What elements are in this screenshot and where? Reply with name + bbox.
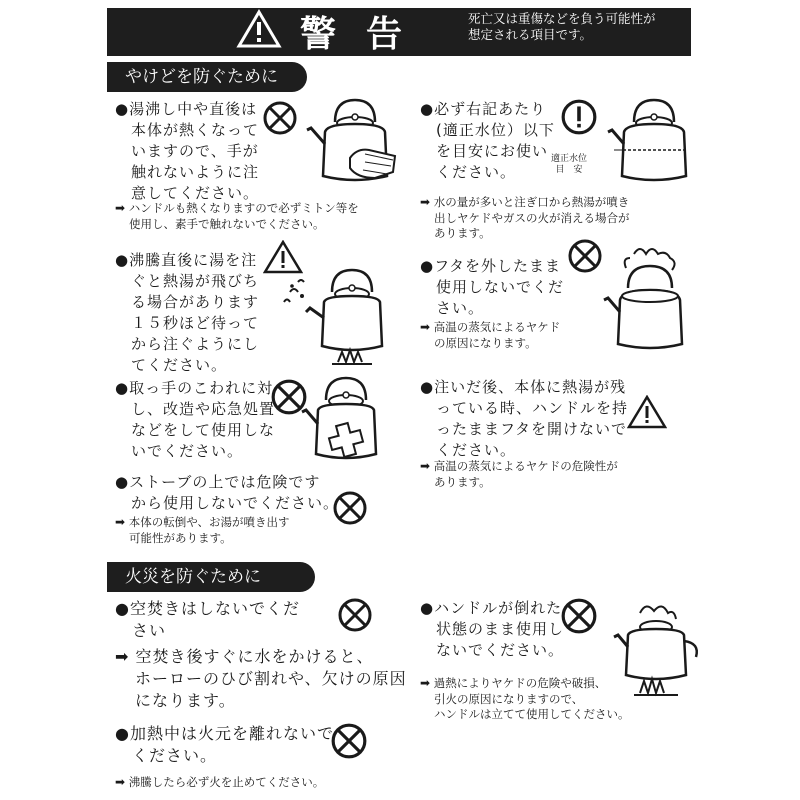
burn-note-steam-risk: ➡ 高温の蒸気によるヤケドの危険性が あります。 [420, 459, 618, 489]
burn-item-stove: ●ストーブの上では危険です から使用しないでください。 [115, 473, 340, 512]
kettle-illustration [600, 240, 690, 362]
burn-note-tip-over: ➡ 本体の転倒や、お湯が噴き出す 可能性があります。 [115, 515, 290, 545]
banner-title: 警告 [300, 14, 433, 55]
burn-note-handle: ➡ ハンドルも熱くなりますので必ずミトン等を 使用し、素手で触れないでください。 [115, 201, 359, 231]
arrow-right-icon: ➡ [115, 201, 126, 215]
section-title-fire: 火災を防ぐために [107, 562, 315, 592]
fire-item-empty-heat: ●空焚きはしないでくだ さい [115, 599, 300, 640]
prohibit-icon [567, 238, 603, 274]
kettle-illustration [610, 595, 700, 703]
prohibit-icon [262, 100, 298, 136]
fire-note-cracks: ➡ 空焚き後すぐに水をかけると、 ホーローのひび割れや、欠けの原因 になります。 [115, 647, 407, 710]
arrow-right-icon: ➡ [420, 676, 431, 690]
arrow-right-icon: ➡ [420, 320, 431, 334]
burn-note-steam: ➡ 高温の蒸気によるヤケド の原因になります。 [420, 320, 561, 350]
prohibit-icon [332, 490, 368, 526]
kettle-illustration [280, 262, 400, 374]
fire-item-handle-down: ●ハンドルが倒れた 状態のまま使用し ないでください。 [420, 599, 565, 659]
fire-note-handle-up: ➡ 過熱によりヤケドの危険や破損、 引火の原因になりますので、 ハンドルは立てて使用してください。 [420, 676, 630, 721]
burn-item-lid-off: ●フタを外したまま 使用しないでくだ さい。 [420, 257, 565, 317]
arrow-right-icon: ➡ [115, 515, 126, 529]
prohibit-icon [337, 597, 373, 633]
prohibit-icon [560, 597, 598, 635]
arrow-right-icon: ➡ [115, 775, 126, 789]
burn-item-handle-repair: ●取っ手のこわれに対 し、改造や応急処置 などをして使用しな いでください。 [115, 379, 276, 460]
burn-item-water-level: ●必ず右記あたり (適正水位）以下 を目安にお使い ください。 [420, 100, 555, 181]
kettle-illustration [604, 92, 694, 196]
warning-triangle-icon [627, 395, 667, 429]
burn-item-hot-body: ●湯沸し中や直後は 本体が熱くなって いますので、手が 触れないように注 意してください。 [115, 100, 260, 202]
fire-note-stop-fire: ➡ 沸騰したら必ず火を止めてください。 [115, 775, 325, 789]
burn-item-open-lid: ●注いだ後、本体に熱湯が残 っている時、ハンドルを持 ったままフタを開けないで ください。 [420, 378, 629, 459]
burn-note-overflow: ➡ 水の量が多いと注ぎ口から熱湯が噴き 出しヤケドやガスの火が消える場合が あります。 [420, 195, 630, 240]
banner-note: 死亡又は重傷などを負う可能性が 想定される項目です。 [468, 11, 656, 42]
warning-triangle-icon [236, 9, 282, 49]
exclamation-circle-icon [560, 98, 598, 136]
arrow-right-icon: ➡ [420, 195, 431, 209]
burn-item-splash: ●沸騰直後に湯を注 ぐと熱湯が飛びち る場合があります １５秒ほど待って から注ぐようにし てください。 [115, 251, 260, 374]
water-level-label: 適正水位 目 安 [551, 154, 588, 175]
prohibit-icon [330, 722, 368, 760]
kettle-illustration [305, 92, 405, 196]
section-title-burn: やけどを防ぐために [107, 62, 307, 92]
arrow-right-icon: ➡ [420, 459, 431, 473]
kettle-illustration [300, 372, 390, 474]
fire-item-stay-near: ●加熱中は火元を離れないで ください。 [115, 724, 334, 765]
arrow-right-icon: ➡ [115, 647, 130, 666]
